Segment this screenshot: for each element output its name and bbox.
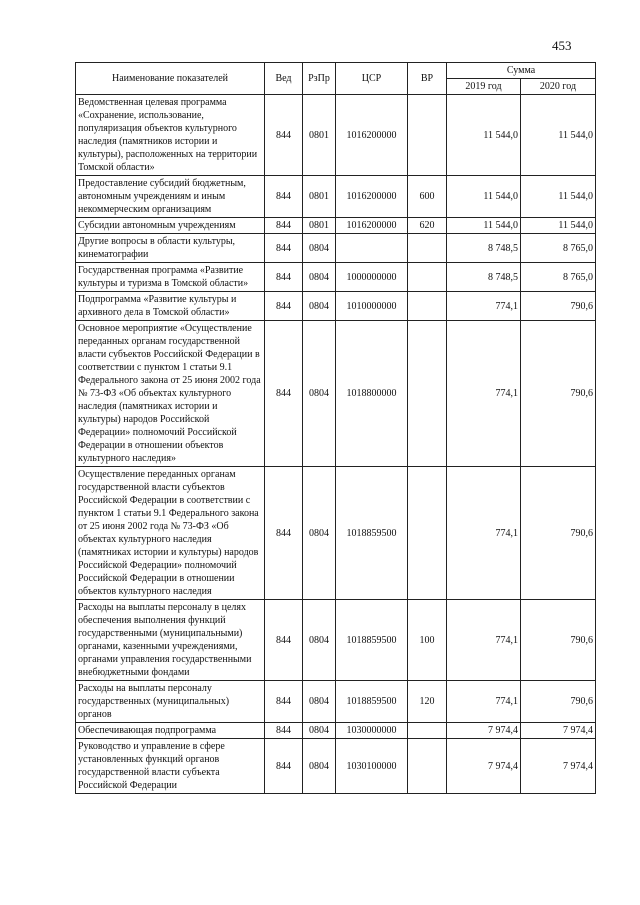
row-name: Обеспечивающая подпрограмма bbox=[76, 723, 265, 739]
row-sum-2019: 11 544,0 bbox=[447, 95, 521, 176]
row-ved: 844 bbox=[265, 681, 303, 723]
row-ved: 844 bbox=[265, 600, 303, 681]
budget-table bbox=[75, 62, 596, 794]
row-sum-2020: 11 544,0 bbox=[521, 176, 596, 218]
row-vr: 100 bbox=[408, 600, 447, 681]
row-csr: 1030000000 bbox=[336, 723, 408, 739]
table-row bbox=[76, 95, 596, 176]
row-sum-2020: 7 974,4 bbox=[521, 739, 596, 794]
header-year-2020: 2020 год bbox=[521, 79, 596, 95]
row-name: Подпрограмма «Развитие культуры и архивного дела в Томской области» bbox=[76, 292, 265, 321]
row-ved: 844 bbox=[265, 263, 303, 292]
table-row bbox=[76, 739, 596, 794]
row-rzpr: 0804 bbox=[303, 292, 336, 321]
row-sum-2020: 790,6 bbox=[521, 321, 596, 467]
row-vr bbox=[408, 467, 447, 600]
row-name: Расходы на выплаты персоналу в целях обеспечения выполнения функций государственными (муниципальными) органами, казенными учреждениями, органами управления государственными внебюджетными фондами bbox=[76, 600, 265, 681]
row-ved: 844 bbox=[265, 321, 303, 467]
table-row bbox=[76, 234, 596, 263]
row-ved: 844 bbox=[265, 176, 303, 218]
row-rzpr: 0801 bbox=[303, 176, 336, 218]
row-vr bbox=[408, 234, 447, 263]
row-sum-2019: 774,1 bbox=[447, 292, 521, 321]
table-row bbox=[76, 263, 596, 292]
row-sum-2019: 7 974,4 bbox=[447, 723, 521, 739]
row-vr bbox=[408, 292, 447, 321]
table-row bbox=[76, 218, 596, 234]
row-csr: 1016200000 bbox=[336, 95, 408, 176]
row-rzpr: 0801 bbox=[303, 218, 336, 234]
row-sum-2020: 11 544,0 bbox=[521, 218, 596, 234]
row-sum-2020: 7 974,4 bbox=[521, 723, 596, 739]
row-name: Руководство и управление в сфере установленных функций органов государственной власти субъекта Российской Федерации bbox=[76, 739, 265, 794]
row-ved: 844 bbox=[265, 95, 303, 176]
row-sum-2019: 8 748,5 bbox=[447, 263, 521, 292]
row-csr: 1000000000 bbox=[336, 263, 408, 292]
row-name: Государственная программа «Развитие культуры и туризма в Томской области» bbox=[76, 263, 265, 292]
row-sum-2020: 790,6 bbox=[521, 292, 596, 321]
row-sum-2020: 790,6 bbox=[521, 600, 596, 681]
row-vr: 620 bbox=[408, 218, 447, 234]
row-rzpr: 0804 bbox=[303, 681, 336, 723]
row-name: Субсидии автономным учреждениям bbox=[76, 218, 265, 234]
row-name: Предоставление субсидий бюджетным, автономным учреждениям и иным некоммерческим организациям bbox=[76, 176, 265, 218]
row-vr: 120 bbox=[408, 681, 447, 723]
header-vr: ВР bbox=[408, 63, 447, 95]
table-row bbox=[76, 681, 596, 723]
row-name: Другие вопросы в области культуры, кинематографии bbox=[76, 234, 265, 263]
row-ved: 844 bbox=[265, 218, 303, 234]
header-name: Наименование показателей bbox=[76, 63, 265, 95]
row-sum-2019: 7 974,4 bbox=[447, 739, 521, 794]
table-row bbox=[76, 467, 596, 600]
row-rzpr: 0804 bbox=[303, 234, 336, 263]
row-csr: 1030100000 bbox=[336, 739, 408, 794]
row-name: Расходы на выплаты персоналу государственных (муниципальных) органов bbox=[76, 681, 265, 723]
header-sum: Сумма bbox=[447, 63, 596, 79]
row-sum-2020: 8 765,0 bbox=[521, 234, 596, 263]
row-vr bbox=[408, 95, 447, 176]
row-sum-2019: 11 544,0 bbox=[447, 218, 521, 234]
row-sum-2020: 790,6 bbox=[521, 681, 596, 723]
row-rzpr: 0804 bbox=[303, 723, 336, 739]
row-csr: 1016200000 bbox=[336, 176, 408, 218]
row-csr: 1016200000 bbox=[336, 218, 408, 234]
table-row bbox=[76, 723, 596, 739]
row-sum-2019: 774,1 bbox=[447, 467, 521, 600]
header-year-2019: 2019 год bbox=[447, 79, 521, 95]
row-name: Осуществление переданных органам государственной власти субъектов Российской Федерации в соответствии с пунктом 1 статьи 9.1 Федерального закона от 25 июня 2002 года № 73-ФЗ «Об объектах культурного наследия (памятниках истории и культуры) народов Российской Федерации» полномочий Российской Федерации в отношении объектов культурного наследия bbox=[76, 467, 265, 600]
row-vr bbox=[408, 739, 447, 794]
row-ved: 844 bbox=[265, 739, 303, 794]
row-vr bbox=[408, 263, 447, 292]
page-number: 453 bbox=[552, 38, 572, 53]
row-sum-2019: 774,1 bbox=[447, 600, 521, 681]
row-vr bbox=[408, 723, 447, 739]
row-ved: 844 bbox=[265, 723, 303, 739]
row-csr: 1010000000 bbox=[336, 292, 408, 321]
row-sum-2019: 774,1 bbox=[447, 321, 521, 467]
row-ved: 844 bbox=[265, 234, 303, 263]
row-sum-2020: 8 765,0 bbox=[521, 263, 596, 292]
header-rzpr: РзПр bbox=[303, 63, 336, 95]
row-rzpr: 0804 bbox=[303, 321, 336, 467]
header-ved: Вед bbox=[265, 63, 303, 95]
table-row bbox=[76, 600, 596, 681]
row-csr: 1018800000 bbox=[336, 321, 408, 467]
row-vr bbox=[408, 321, 447, 467]
row-rzpr: 0801 bbox=[303, 95, 336, 176]
row-sum-2019: 11 544,0 bbox=[447, 176, 521, 218]
row-sum-2020: 790,6 bbox=[521, 467, 596, 600]
row-csr: 1018859500 bbox=[336, 467, 408, 600]
row-csr: 1018859500 bbox=[336, 681, 408, 723]
row-rzpr: 0804 bbox=[303, 467, 336, 600]
row-csr bbox=[336, 234, 408, 263]
row-ved: 844 bbox=[265, 292, 303, 321]
row-vr: 600 bbox=[408, 176, 447, 218]
table-row bbox=[76, 292, 596, 321]
row-csr: 1018859500 bbox=[336, 600, 408, 681]
row-rzpr: 0804 bbox=[303, 263, 336, 292]
row-name: Основное мероприятие «Осуществление переданных органам государственной власти субъектов Российской Федерации в соответствии с пунктом 1 статьи 9.1 Федерального закона от 25 июня 2002 года № 73-ФЗ «Об объектах культурного наследия (памятниках истории и культуры) народов Российской Федерации» полномочий Российской Федерации в отношении объектов культурного наследия» bbox=[76, 321, 265, 467]
row-rzpr: 0804 bbox=[303, 600, 336, 681]
row-sum-2019: 8 748,5 bbox=[447, 234, 521, 263]
row-sum-2020: 11 544,0 bbox=[521, 95, 596, 176]
row-name: Ведомственная целевая программа «Сохранение, использование, популяризация объектов культурного наследия (памятников истории и культуры), расположенных на территории Томской области» bbox=[76, 95, 265, 176]
table-row bbox=[76, 176, 596, 218]
row-ved: 844 bbox=[265, 467, 303, 600]
header-csr: ЦСР bbox=[336, 63, 408, 95]
row-rzpr: 0804 bbox=[303, 739, 336, 794]
row-sum-2019: 774,1 bbox=[447, 681, 521, 723]
table-row bbox=[76, 321, 596, 467]
